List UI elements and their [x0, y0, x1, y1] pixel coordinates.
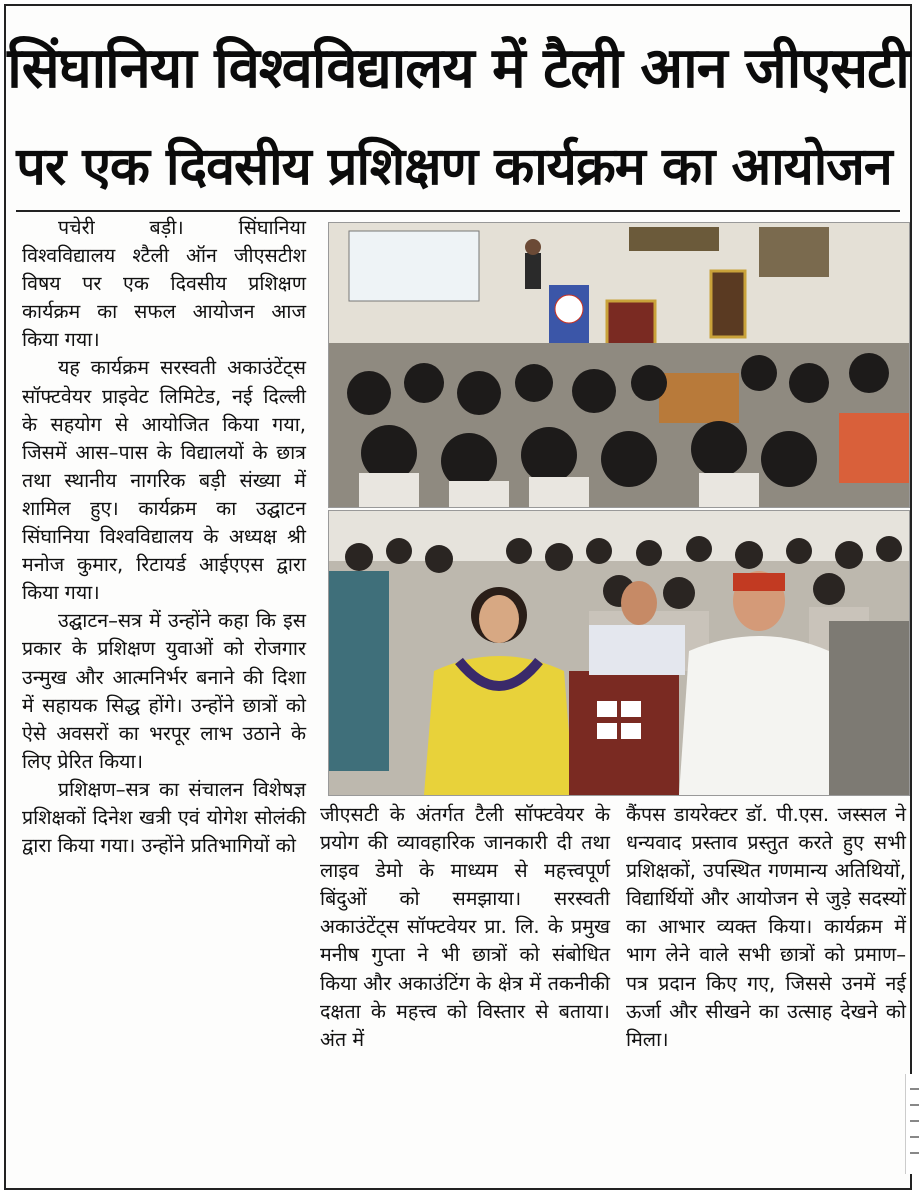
headline-line-1: सिंघानिया विश्वविद्यालय में टैली आन जीएसटी [7, 36, 909, 101]
column-1-paragraph-3: उद्घाटन–सत्र में उन्होंने कहा कि इस प्रकार के प्रशिक्षण युवाओं को रोजगार उन्मुख और आत्मनिर्भर बनाने की दिशा में सहायक सिद्ध होंगे। उन्होंने छात्रों को ऐसे अवसरों का भरपूर लाभ उठाने के लिए प्रेरित किया। [22, 609, 306, 773]
article-column-1 [22, 214, 306, 860]
column-1-paragraph-4: प्रशिक्षण–सत्र का संचालन विशेषज्ञ प्रशिक्षकों दिनेश खत्री एवं योगेश सोलंकी द्वारा किया गया। उन्होंने प्रतिभागियों को [22, 777, 306, 858]
page-edge-ruled-lines [905, 1074, 922, 1174]
lecture-hall-image [329, 223, 909, 507]
event-photo-audience [328, 510, 910, 796]
article-column-2 [320, 801, 610, 1054]
headline-line-2: पर एक दिवसीय प्रशिक्षण कार्यक्रम का आयोजन [16, 137, 892, 197]
newspaper-clipping [4, 4, 912, 1190]
column-1-paragraph-2: यह कार्यक्रम सरस्वती अकाउंटेंट्स सॉफ्टवेयर प्राइवेट लिमिटेड, नई दिल्ली के सहयोग से आयोजित किया गया, जिसमें आस–पास के विद्यालयों के छात्र तथा स्थानीय नागरिक बड़ी संख्या में शामिल हुए। कार्यक्रम का उद्घाटन सिंघानिया विश्वविद्यालय के अध्यक्ष श्री मनोज कुमार, रिटायर्ड आईएएस द्वारा किया गया। [22, 356, 306, 605]
article-column-3 [626, 801, 906, 1054]
column-1-paragraph-1: पचेरी बड़ी। सिंघानिया विश्वविद्यालय श्टैली ऑन जीएसटीश विषय पर एक दिवसीय प्रशिक्षण कार्यक्रम का सफल आयोजन आज किया गया। [22, 216, 306, 352]
column-2-paragraph-1: जीएसटी के अंतर्गत टैली सॉफ्टवेयर के प्रयोग की व्यावहारिक जानकारी दी तथा लाइव डेमो के माध्यम से महत्त्वपूर्ण बिंदुओं को समझाया। सरस्वती अकाउंटेंट्स सॉफ्टवेयर प्रा. लि. के प्रमुख मनीष गुप्ता ने भी छात्रों को संबोधित किया और अकाउंटिंग के क्षेत्र में तकनीकी दक्षता के महत्त्व को विस्तार से बताया। अंत में [320, 803, 610, 1051]
headline-rule [16, 210, 900, 212]
event-photo-lecture-hall [328, 222, 910, 508]
audience-image [329, 511, 909, 795]
column-3-paragraph-1: कैंपस डायरेक्टर डॉ. पी.एस. जस्सल ने धन्यवाद प्रस्ताव प्रस्तुत करते हुए सभी प्रशिक्षकों, उपस्थित गणमान्य अतिथियों, विद्यार्थियों और आयोजन से जुड़े सदस्यों का आभार व्यक्त किया। कार्यक्रम में भाग लेने वाले सभी छात्रों को प्रमाण–पत्र प्रदान किए गए, जिससे उनमें नई ऊर्जा और सीखने का उत्साह देखने को मिला। [626, 803, 906, 1051]
